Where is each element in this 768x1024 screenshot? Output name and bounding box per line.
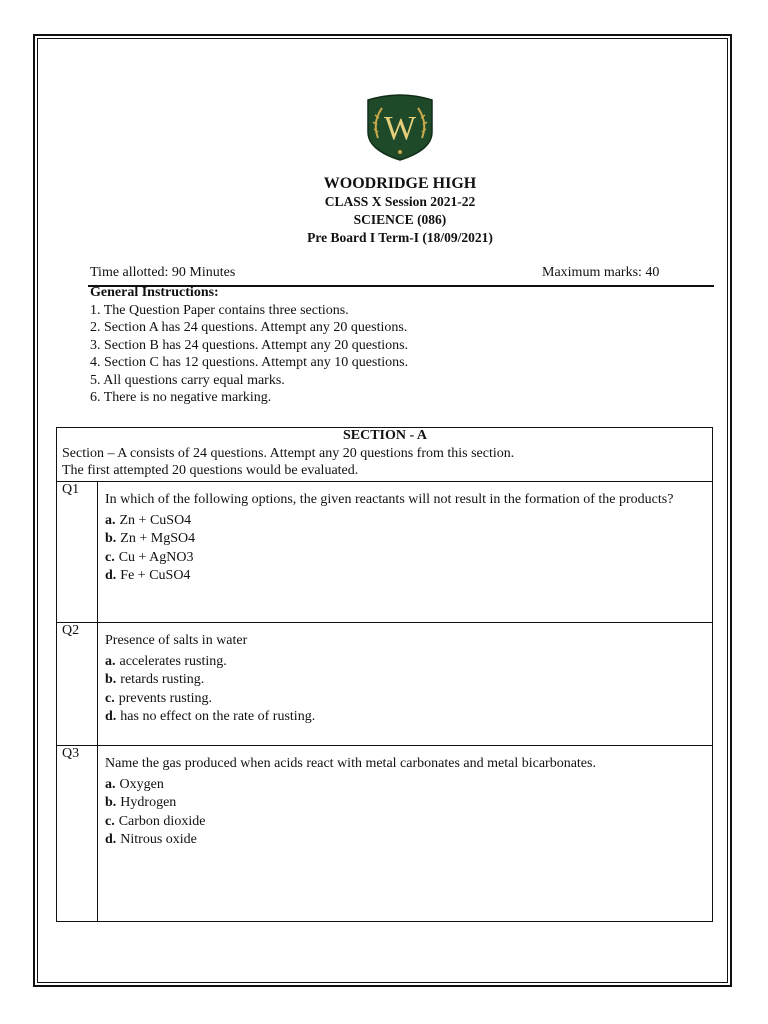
section-desc-line: The first attempted 20 questions would be evaluated. bbox=[62, 463, 359, 478]
question-text: In which of the following options, the given reactants will not result in the formation of the products? bbox=[105, 492, 674, 507]
option: c. prevents rusting. bbox=[105, 690, 213, 706]
option: d. Nitrous oxide bbox=[105, 832, 197, 847]
question-3 bbox=[105, 755, 703, 850]
general-instructions bbox=[90, 284, 408, 407]
option: b. Zn + MgSO4 bbox=[105, 531, 196, 546]
exam-title: Pre Board I Term-I (18/09/2021) bbox=[307, 230, 493, 245]
class-session: CLASS X Session 2021-22 bbox=[324, 194, 476, 209]
question-number: Q3 bbox=[62, 746, 80, 761]
option: b. retards rusting. bbox=[105, 672, 205, 687]
school-crest-logo bbox=[364, 92, 436, 162]
table-divider bbox=[56, 622, 713, 623]
section-title: SECTION - A bbox=[342, 428, 428, 443]
question-text: Presence of salts in water bbox=[105, 633, 248, 648]
maximum-marks: Maximum marks: 40 bbox=[542, 265, 660, 280]
instruction-item: 5. All questions carry equal marks. bbox=[90, 372, 285, 388]
section-desc-line: Section – A consists of 24 questions. Attempt any 20 questions from this section. bbox=[62, 446, 515, 461]
instruction-item: 6. There is no negative marking. bbox=[90, 390, 272, 405]
instruction-item: 4. Section C has 12 questions. Attempt any 10 questions. bbox=[90, 355, 409, 370]
question-number-column-divider bbox=[97, 481, 98, 922]
question-1 bbox=[105, 491, 703, 586]
option: a. Oxygen bbox=[105, 776, 164, 792]
option: a. accelerates rusting. bbox=[105, 653, 227, 669]
instructions-title: General Instructions: bbox=[90, 285, 219, 300]
option: d. Fe + CuSO4 bbox=[105, 568, 191, 583]
section-description bbox=[62, 445, 514, 479]
crest-letter: W bbox=[383, 110, 417, 147]
instruction-item: 1. The Question Paper contains three sections. bbox=[90, 302, 349, 318]
question-number: Q2 bbox=[62, 623, 80, 638]
option: a. Zn + CuSO4 bbox=[105, 512, 192, 528]
question-2 bbox=[105, 632, 703, 727]
table-divider bbox=[56, 745, 713, 746]
option: d. has no effect on the rate of rusting. bbox=[105, 709, 316, 724]
option: b. Hydrogen bbox=[105, 795, 177, 810]
time-allotted: Time allotted: 90 Minutes bbox=[90, 265, 236, 280]
question-number: Q1 bbox=[62, 482, 80, 497]
instruction-item: 2. Section A has 24 questions. Attempt any 20 questions. bbox=[90, 320, 408, 335]
instruction-item: 3. Section B has 24 questions. Attempt any 20 questions. bbox=[90, 337, 409, 353]
option: c. Carbon dioxide bbox=[105, 813, 206, 829]
subject: SCIENCE (086) bbox=[353, 212, 447, 227]
table-divider bbox=[56, 481, 713, 482]
option: c. Cu + AgNO3 bbox=[105, 549, 194, 565]
school-name: WOODRIDGE HIGH bbox=[323, 175, 477, 192]
question-text: Name the gas produced when acids react with metal carbonates and metal bicarbonates. bbox=[105, 756, 596, 771]
